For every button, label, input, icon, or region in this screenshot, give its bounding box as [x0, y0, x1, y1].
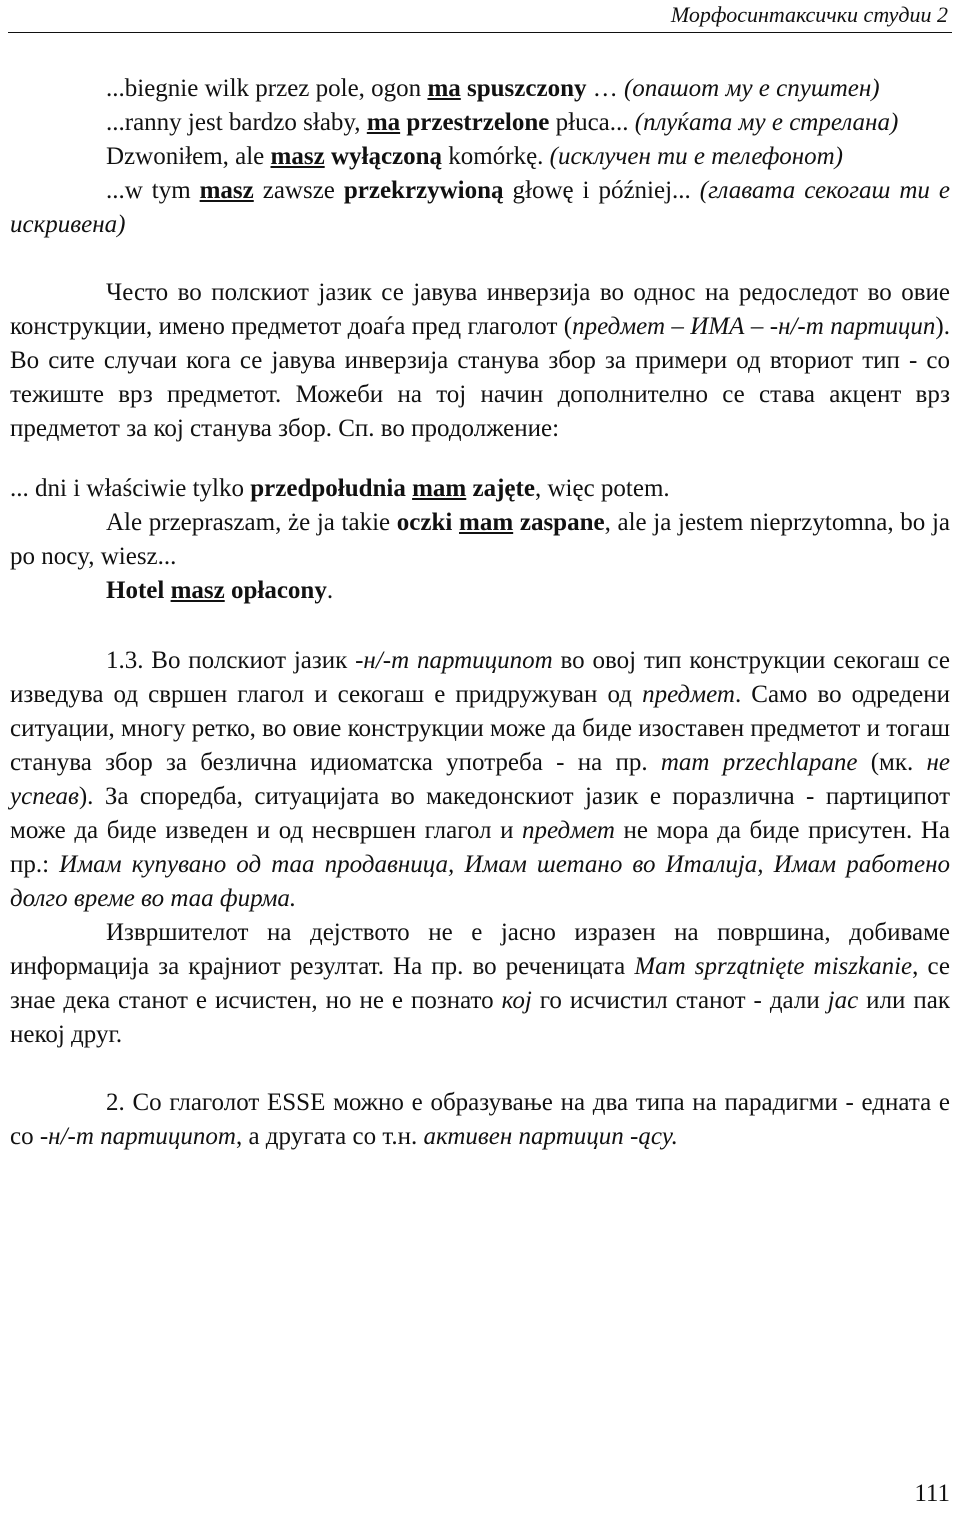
paragraph-text: ). Во сите случаи кога се јавува инверзија станува збор за примери од вториот тип - со тежиште врз предметот. Можеби на тој начин дополнително се става акцент врз предметот за кој станува збор. Сп. во продолжение:	[10, 313, 950, 442]
example-text: ... dni i właściwie tylko	[10, 475, 251, 502]
paragraph-text: , се знае дека станот е исчистен, но не е познато	[10, 953, 950, 1014]
example-verb: ma	[427, 75, 461, 102]
italic-term: предмет	[522, 817, 615, 844]
example-text: głowę i później...	[503, 177, 700, 204]
example-text: ...w tym	[106, 177, 200, 204]
example-text: , ale ja jestem nieprzytomna, bo ja po nocy, wiesz...	[10, 509, 950, 570]
italic-term: -н/-т партиципот	[39, 1123, 236, 1150]
italic-term: предмет – ИМА – -н/-т партицип	[572, 313, 936, 340]
running-header	[8, 0, 952, 33]
paragraph-text: , а другата со т.н.	[235, 1123, 424, 1150]
example-participle: wyłączoną	[330, 143, 443, 170]
example-object: oczki	[396, 509, 453, 536]
paragraph-text: 1.3. Во полскиот јазик	[106, 647, 356, 674]
example-text: komórkę.	[442, 143, 550, 170]
italic-example: Mam sprzątnięte miszkanie	[634, 953, 913, 980]
paragraph	[10, 1086, 950, 1154]
example-verb: masz	[270, 143, 325, 170]
example-verb: mam	[412, 475, 467, 502]
example-translation: (исклучен ти е телефонот)	[549, 143, 844, 170]
example-line	[10, 106, 950, 140]
example-text	[513, 509, 520, 536]
example-text: Dzwoniłem, ale	[106, 143, 271, 170]
italic-term: предмет	[642, 681, 735, 708]
paragraph-text: Често во полскиот јазик се јавува инверзија во однос на редоследот во овие конструкции, имено предметот доаѓа пред глаголот (	[10, 279, 950, 340]
page-number: 111	[914, 1480, 950, 1507]
paragraph-text: Извршителот на дејството не е јасно изразен на површина, добиваме информација за крајниот резултат. На пр. во реченицата	[10, 919, 950, 980]
example-text: .	[326, 577, 334, 604]
example-line	[10, 72, 950, 106]
example-verb: masz	[199, 177, 254, 204]
paragraph	[10, 916, 950, 1052]
spacer	[10, 1052, 950, 1086]
example-participle: spuszczony	[467, 75, 587, 102]
spacer	[10, 242, 950, 276]
example-translation: (плуќата му е стрелана)	[634, 109, 899, 136]
example-object: przedpołudnia	[250, 475, 406, 502]
example-text: , więc potem.	[534, 475, 670, 502]
example-verb: masz	[170, 577, 225, 604]
paragraph-text: или пак некој друг.	[10, 987, 951, 1048]
example-text: ...ranny jest bardzo słaby,	[106, 109, 367, 136]
example-participle: zaspane	[519, 509, 605, 536]
example-text: ...biegnie wilk przez pole, ogon	[106, 75, 428, 102]
example-line	[10, 472, 950, 506]
example-text: płuca...	[549, 109, 635, 136]
italic-example: Имам купувано од таа продавница, Имам шетано во Италија, Имам работено долго време во таа фирма.	[10, 851, 950, 912]
paragraph-text: 2. Со глаголот ESSE можно е образување на два типа на парадигми - едната е со	[10, 1089, 950, 1150]
header-title: Морфосинтаксички студии 2	[670, 2, 948, 27]
paragraph-text: не мора да биде присутен. На пр.:	[10, 817, 950, 878]
example-translation: (главата секогаш ти е искривена)	[10, 177, 950, 238]
example-participle: przestrzelone	[406, 109, 550, 136]
example-object: Hotel	[106, 577, 165, 604]
example-participle: przekrzywioną	[343, 177, 504, 204]
example-text	[452, 509, 459, 536]
example-text: …	[586, 75, 624, 102]
paragraph	[10, 276, 950, 446]
example-line	[10, 574, 950, 608]
italic-term: јас	[827, 987, 859, 1014]
italic-term: mam przechlapane	[660, 749, 858, 776]
example-participle: zajęte	[472, 475, 535, 502]
example-verb: ma	[366, 109, 401, 136]
page-body	[10, 72, 950, 1154]
example-text: zawsze	[253, 177, 344, 204]
example-verb: mam	[459, 509, 514, 536]
paragraph-text: во овој тип конструкции секогаш се изведува од свршен глагол и секогаш е придружуван од	[10, 647, 950, 708]
paragraph-text: . Само во одредени ситуации, многу ретко, во овие конструкции може да биде изоставен предметот и тогаш станува збор за безлична идиоматска употреба - на пр.	[10, 681, 950, 776]
italic-term: -н/-т партиципот	[355, 647, 553, 674]
example-participle: opłacony	[230, 577, 327, 604]
example-line	[10, 506, 950, 574]
example-line	[10, 174, 950, 242]
spacer	[10, 446, 950, 472]
italic-term: не успеав	[10, 749, 950, 810]
paragraph	[10, 644, 950, 916]
example-text: Ale przepraszam, że ja takie	[106, 509, 397, 536]
paragraph-text: ). За споредба, ситуацијата во македонскиот јазик е поразлична - партиципот може да биде изведен и од несвршен глагол и	[10, 783, 950, 844]
spacer	[10, 608, 950, 644]
italic-term: активен партицип -ący.	[423, 1123, 678, 1150]
example-line	[10, 140, 950, 174]
italic-term: кој	[501, 987, 532, 1014]
paragraph-text: (мк.	[857, 749, 927, 776]
example-translation: (опашот му е спуштен)	[623, 75, 880, 102]
paragraph-text: го исчистил станот - дали	[531, 987, 828, 1014]
